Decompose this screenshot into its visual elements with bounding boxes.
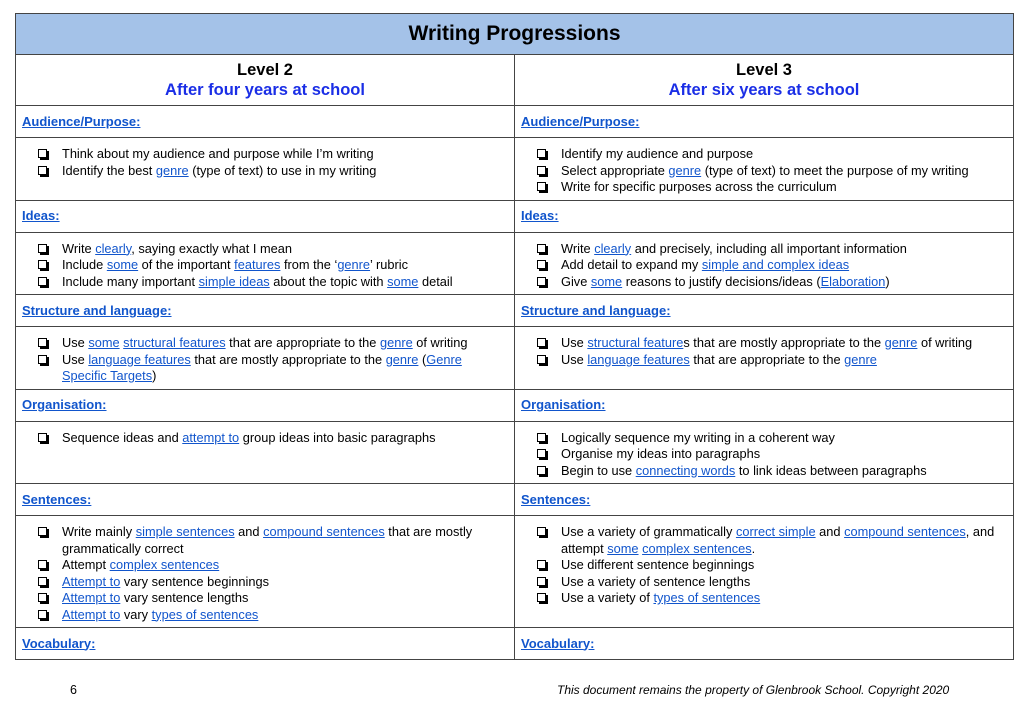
link[interactable]: Elaboration — [820, 273, 886, 289]
table-body — [16, 14, 1014, 660]
checklist-item — [38, 590, 508, 607]
checklist-item — [38, 574, 508, 591]
item-text: Identify the best — [62, 162, 156, 178]
level-3-header — [515, 55, 1014, 106]
link[interactable]: Attempt to — [62, 590, 121, 605]
checkbox-icon — [537, 260, 546, 269]
checkbox-icon — [38, 433, 47, 442]
checklist-item — [537, 179, 1007, 196]
item-text: Use — [561, 335, 588, 350]
checkbox-icon — [537, 182, 546, 191]
link[interactable]: some — [106, 257, 139, 272]
section-title-vocabulary[interactable]: Vocabulary: — [22, 635, 96, 651]
checklist-item — [537, 430, 1007, 447]
checklist — [38, 241, 508, 291]
right-section-header — [515, 295, 1014, 327]
link[interactable]: simple and complex ideas — [701, 257, 850, 272]
section-title-sentences[interactable]: Sentences: — [521, 491, 591, 507]
checklist-item — [38, 557, 508, 574]
item-text: and — [234, 524, 264, 539]
left-section-header — [16, 295, 515, 327]
item-text: that are appropriate to the — [689, 351, 845, 367]
link[interactable]: types of sentences — [151, 606, 259, 622]
checkbox-icon — [38, 149, 47, 158]
checklist-item — [537, 574, 1007, 591]
checklist-item — [38, 163, 508, 180]
item-text: Add detail to expand my — [561, 257, 702, 272]
item-text: Give — [561, 273, 591, 289]
item-text: vary sentence lengths — [120, 590, 249, 605]
section-header-row-structure-and-language — [16, 295, 1014, 327]
left-items-cell — [16, 232, 515, 295]
link[interactable]: correct simple — [735, 524, 816, 539]
link[interactable]: Genre Specific Targets — [62, 351, 462, 383]
item-text: (type of text) to use in my writing — [188, 162, 377, 178]
section-title-organisation[interactable]: Organisation: — [521, 397, 606, 412]
section-title-organisation[interactable]: Organisation: — [22, 397, 107, 412]
checklist — [38, 335, 508, 385]
item-text: vary sentence beginnings — [120, 573, 270, 589]
link[interactable]: complex sentences — [109, 557, 220, 572]
right-items-cell — [515, 327, 1014, 390]
checklist — [537, 146, 1007, 196]
section-title-audience-purpose[interactable]: Audience/Purpose: — [22, 113, 141, 129]
link[interactable]: types of sentences — [653, 590, 761, 605]
checklist — [537, 335, 1007, 368]
item-text: , saying exactly what I mean — [131, 240, 292, 256]
section-title-structure-and-language[interactable]: Structure and language: — [22, 302, 172, 318]
item-text: . — [751, 540, 756, 556]
link[interactable]: language features — [88, 351, 191, 367]
checklist-item — [537, 274, 1007, 291]
right-section-header — [515, 106, 1014, 138]
link[interactable]: genre — [884, 335, 918, 350]
item-text: Write — [62, 240, 96, 256]
item-text: group ideas into basic paragraphs — [239, 429, 436, 445]
checklist-item — [38, 430, 508, 447]
level-3-name: Level 3 — [736, 60, 792, 79]
checklist — [537, 524, 1007, 607]
item-text: detail — [418, 273, 453, 289]
checkbox-icon — [537, 449, 546, 458]
section-items-row-structure-and-language — [16, 327, 1014, 390]
writing-progressions-table — [15, 13, 1014, 660]
item-text: reasons to justify decisions/ideas ( — [622, 273, 821, 289]
item-text: Organise my ideas into paragraphs — [561, 446, 761, 461]
left-section-header — [16, 106, 515, 138]
checklist — [537, 430, 1007, 480]
level-2-subtitle: After four years at school — [165, 80, 365, 99]
checkbox-icon — [38, 610, 47, 619]
checkbox-icon — [38, 593, 47, 602]
item-text: ) — [885, 273, 890, 289]
checkbox-icon — [537, 593, 546, 602]
item-text: and — [815, 524, 845, 539]
left-section-header — [16, 484, 515, 516]
item-text: Write for specific purposes across the curriculum — [561, 179, 837, 194]
checklist-item — [38, 352, 508, 385]
checkbox-icon — [537, 527, 546, 536]
link[interactable]: compound sentences — [844, 524, 966, 539]
section-header-row-organisation — [16, 389, 1014, 421]
section-header-row-vocabulary — [16, 628, 1014, 660]
item-text: ( — [418, 351, 427, 367]
item-text: about the topic with — [269, 273, 388, 289]
link[interactable]: genre — [155, 162, 189, 178]
link[interactable]: some — [590, 273, 623, 289]
link[interactable]: clearly — [95, 240, 132, 256]
section-title-sentences[interactable]: Sentences: — [22, 491, 92, 507]
link[interactable]: compound sentences — [263, 524, 385, 539]
level-header-row — [16, 55, 1014, 106]
item-text: Logically sequence my writing in a coherent way — [561, 429, 835, 445]
checkbox-icon — [537, 166, 546, 175]
checklist — [38, 524, 508, 623]
item-text: Include many important — [62, 273, 199, 289]
checklist-item — [537, 163, 1007, 180]
checkbox-icon — [537, 338, 546, 347]
link[interactable]: simple ideas — [198, 273, 270, 289]
item-text: vary — [120, 606, 152, 622]
link[interactable]: structural features — [123, 335, 226, 350]
item-text: from the ‘ — [280, 257, 338, 272]
link[interactable]: genre — [668, 162, 702, 178]
left-section-header — [16, 389, 515, 421]
level-2-header — [16, 55, 515, 106]
item-text: that are mostly appropriate to the — [190, 351, 386, 367]
checkbox-icon — [537, 560, 546, 569]
checkbox-icon — [38, 166, 47, 175]
item-text: of writing — [412, 335, 468, 350]
checklist-item — [537, 257, 1007, 274]
checklist-item — [537, 463, 1007, 480]
checkbox-icon — [38, 577, 47, 586]
checkbox-icon — [537, 466, 546, 475]
right-items-cell — [515, 421, 1014, 484]
checkbox-icon — [38, 527, 47, 536]
checklist-item — [537, 335, 1007, 352]
checkbox-icon — [537, 277, 546, 286]
right-items-cell — [515, 516, 1014, 628]
checklist — [38, 430, 508, 447]
link[interactable]: genre — [337, 257, 371, 272]
item-text: Use a variety of sentence lengths — [561, 573, 751, 589]
page-number: 6 — [70, 683, 77, 697]
item-text: Use — [62, 351, 89, 367]
item-text: Attempt — [62, 557, 110, 572]
item-text: s that are mostly appropriate to the — [683, 335, 885, 350]
link[interactable]: language features — [587, 351, 690, 367]
item-text: , and attempt — [561, 524, 995, 556]
section-title-audience-purpose[interactable]: Audience/Purpose: — [521, 113, 640, 129]
link[interactable]: complex sentences — [642, 540, 752, 556]
link[interactable]: Attempt to — [62, 606, 121, 622]
item-text: Use — [62, 335, 89, 350]
item-text: that are appropriate to the — [225, 335, 380, 350]
left-items-cell — [16, 138, 515, 201]
link[interactable]: genre — [844, 351, 877, 367]
item-text: to link ideas between paragraphs — [735, 462, 927, 478]
checklist-item — [38, 146, 508, 163]
section-items-row-organisation — [16, 421, 1014, 484]
checklist-item — [537, 146, 1007, 163]
level-3-subtitle: After six years at school — [668, 80, 860, 99]
right-section-header — [515, 200, 1014, 232]
link[interactable]: attempt to — [182, 429, 240, 445]
right-section-header — [515, 484, 1014, 516]
checkbox-icon — [38, 260, 47, 269]
checkbox-icon — [537, 577, 546, 586]
link[interactable]: features — [234, 257, 281, 272]
right-section-header — [515, 628, 1014, 660]
checkbox-icon — [38, 244, 47, 253]
level-2-name: Level 2 — [237, 60, 293, 79]
checklist-item — [38, 257, 508, 274]
right-items-cell — [515, 138, 1014, 201]
left-items-cell — [16, 516, 515, 628]
checkbox-icon — [38, 277, 47, 286]
link[interactable]: simple sentences — [135, 524, 235, 539]
checklist-item — [38, 524, 508, 557]
item-text: ) — [152, 368, 157, 383]
checklist-item — [537, 590, 1007, 607]
left-items-cell — [16, 421, 515, 484]
section-title-ideas[interactable]: Ideas: — [521, 208, 559, 223]
checklist-item — [38, 335, 508, 352]
item-text: ’ rubric — [370, 257, 408, 272]
link[interactable]: some — [88, 335, 120, 350]
checklist-item — [537, 524, 1007, 557]
copyright-notice: This document remains the property of Glenbrook School. Copyright 2020 — [557, 683, 950, 697]
item-text: Write mainly — [62, 524, 136, 539]
checklist-item — [38, 241, 508, 258]
item-text: Sequence ideas and — [62, 429, 183, 445]
link[interactable]: connecting words — [635, 462, 736, 478]
left-section-header — [16, 200, 515, 232]
right-items-cell — [515, 232, 1014, 295]
item-text: Begin to use — [561, 462, 636, 478]
checklist — [38, 146, 508, 179]
item-text: Identify my audience and purpose — [561, 146, 754, 161]
section-items-row-sentences — [16, 516, 1014, 628]
checkbox-icon — [38, 338, 47, 347]
link[interactable]: structural feature — [587, 335, 684, 350]
item-text: Use — [561, 351, 588, 367]
section-title-vocabulary[interactable]: Vocabulary: — [521, 635, 595, 651]
section-header-row-sentences — [16, 484, 1014, 516]
section-items-row-ideas — [16, 232, 1014, 295]
item-text: Include — [62, 257, 107, 272]
section-title-ideas[interactable]: Ideas: — [22, 208, 60, 223]
checkbox-icon — [537, 244, 546, 253]
item-text: that are mostly grammatically correct — [62, 524, 473, 556]
checkbox-icon — [38, 355, 47, 364]
right-section-header — [515, 389, 1014, 421]
left-items-cell — [16, 327, 515, 390]
item-text: (type of text) to meet the purpose of my writing — [701, 162, 969, 178]
item-text: and precisely, including all important information — [631, 240, 907, 256]
checkbox-icon — [537, 355, 546, 364]
link[interactable]: genre — [379, 335, 413, 350]
item-text: of the important — [138, 257, 235, 272]
checklist-item — [537, 352, 1007, 369]
link[interactable]: clearly — [594, 240, 632, 256]
checklist-item — [537, 241, 1007, 258]
item-text: Write — [561, 240, 595, 256]
left-section-header — [16, 628, 515, 660]
section-title-structure-and-language[interactable]: Structure and language: — [521, 302, 671, 318]
checklist — [537, 241, 1007, 291]
link[interactable]: Attempt to — [62, 573, 121, 589]
checkbox-icon — [38, 560, 47, 569]
section-header-row-audience-purpose — [16, 106, 1014, 138]
section-header-row-ideas — [16, 200, 1014, 232]
item-text: Select appropriate — [561, 162, 669, 178]
link[interactable]: some — [607, 540, 639, 556]
item-text: Use a variety of grammatically — [561, 524, 736, 539]
checklist-item — [38, 607, 508, 624]
item-text: Think about my audience and purpose while I’m writing — [62, 146, 374, 161]
checklist-item — [537, 557, 1007, 574]
item-text: of writing — [917, 335, 973, 350]
page-title: Writing Progressions — [16, 14, 1014, 55]
checkbox-icon — [537, 433, 546, 442]
item-text: Use different sentence beginnings — [561, 557, 755, 572]
item-text: Use a variety of — [561, 590, 654, 605]
link[interactable]: some — [387, 273, 419, 289]
checkbox-icon — [537, 149, 546, 158]
checklist-item — [537, 446, 1007, 463]
link[interactable]: genre — [385, 351, 419, 367]
section-items-row-audience-purpose — [16, 138, 1014, 201]
title-row — [16, 14, 1014, 55]
checklist-item — [38, 274, 508, 291]
